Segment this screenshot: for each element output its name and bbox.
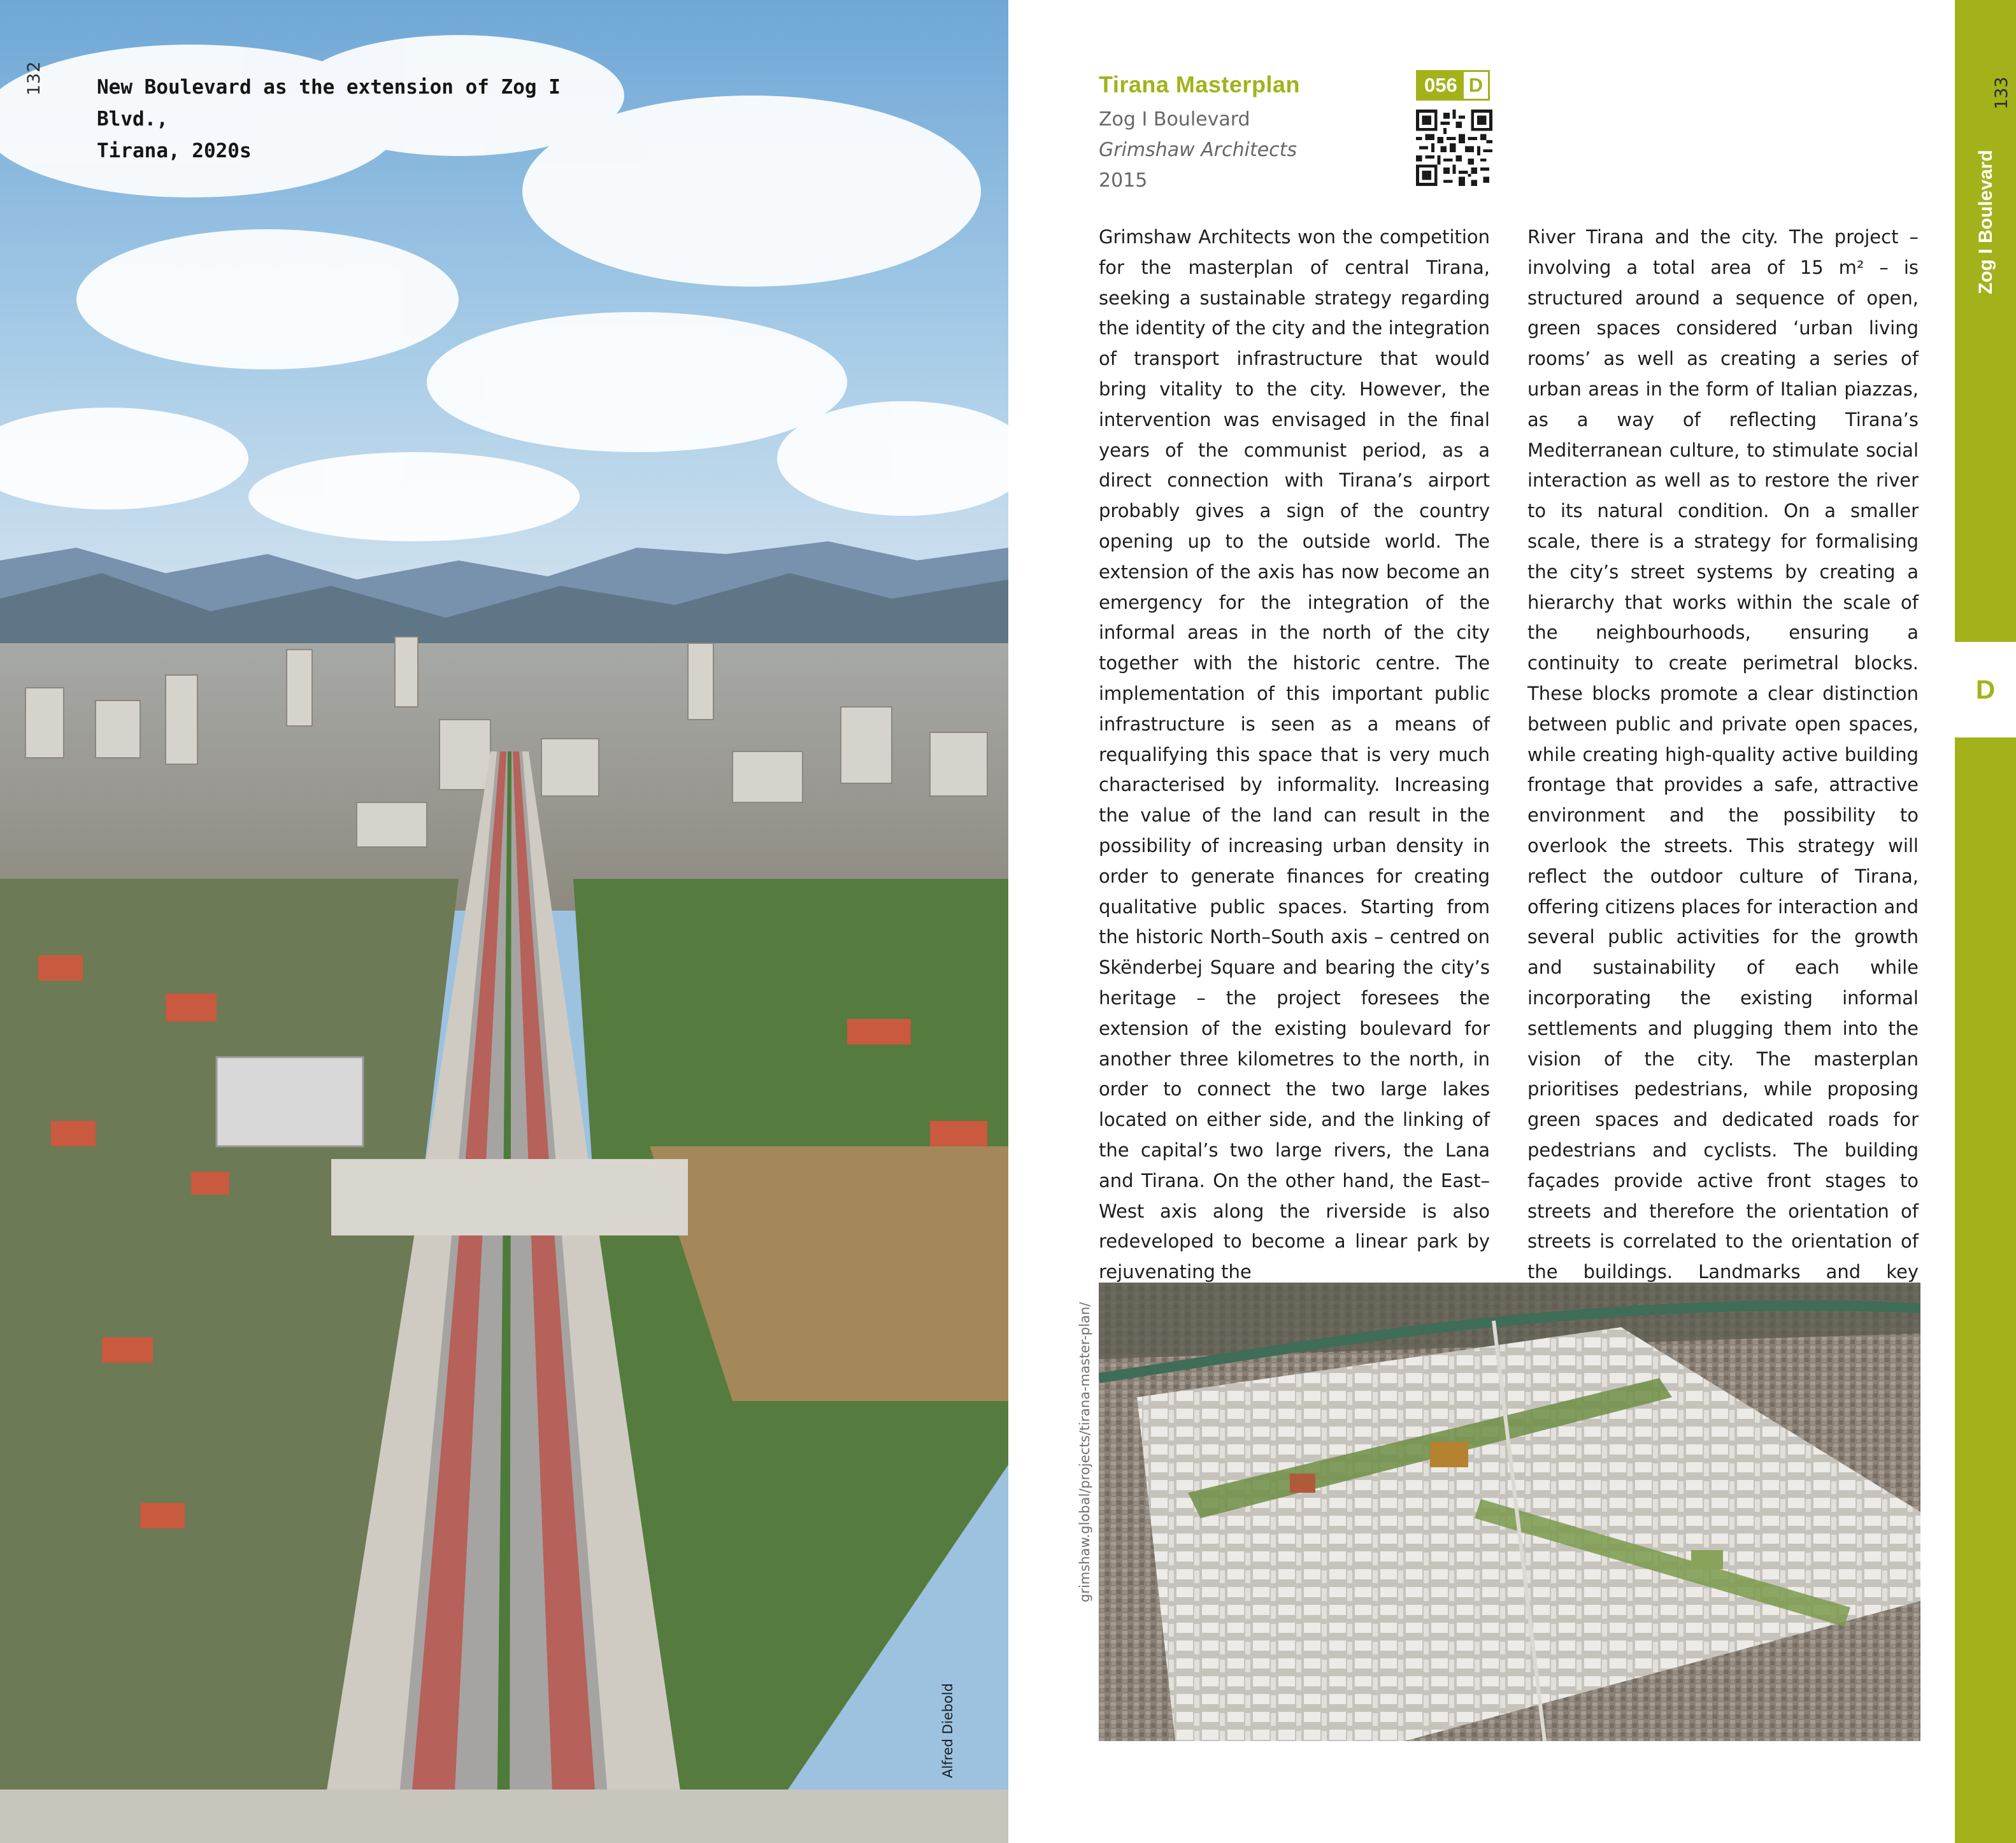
- section-tab-letter: D: [1975, 674, 1996, 704]
- running-head: Zog I Boulevard: [1975, 150, 1996, 294]
- photo-credit: Alfred Diebold: [940, 1683, 955, 1778]
- photo-caption-line-1: New Boulevard as the extension of Zog I Blvd.,: [97, 76, 561, 131]
- body-text-column-2: River Tirana and the city. The project – involving a total area of 15 m² – is structured around a sequence of open, green spaces considered ‘urban living rooms’ as well as creating a series of urban areas in the form of Italian piazzas, as a way of reflecting Tirana’s Mediterranean culture, to stimulate social interaction as well as to restore the river to its natural condition. On a smaller scale, there is a strategy for formalising the city’s street systems by creating a hierarchy that works within the scale of the neighbourhoods, ensuring a continuity to create perimetral blocks. These blocks promote a clear distinction between public and private open spaces, while creating high-quality active building frontage that provides a safe, attractive environment and the possibility to overlook the streets. This strategy will reflect the outdoor culture of Tirana, offering citizens places for interaction and several public activities for the growth and sustainability of each while incorporating the existing informal settlements and plugging them into the vision of the city. The masterplan prioritises pedestrians, while proposing green spaces and dedicated roads for pedestrians and cyclists. The building façades provide active front stages to streets and therefore the orientation of streets is correlated to the orientation of the buildings. Landmarks and key: [1527, 226, 1919, 1283]
- entry-year: 2015: [1099, 169, 1148, 192]
- masterplan-render-image: [1099, 1283, 1920, 1741]
- entry-architect: Grimshaw Architects: [1099, 139, 1298, 161]
- entry-badge: [1416, 70, 1490, 101]
- body-text-column-1: Grimshaw Architects won the competition for the masterplan of central Tirana, seeking a sustainable strategy regarding the identity of the city and the integration of transport infrastructure that would bring vitality to the city. However, the intervention was envisaged in the final years of the communist period, as a direct connection with Tirana’s airport probably gives a sign of the country opening up to the outside world. The extension of the axis has now become an emergency for the integration of the informal areas in the north of the city together with the historic centre. The implementation of this important public infrastructure is seen as a means of requalifying this space that is very much characterised by informality. Increasing the value of the land can result in the possibility of increasing urban density in order to generate finances for creating qualitative public spaces. Starting from the historic North–South axis – centred on Skënderbej Square and bearing the city’s heritage – the project foresees the extension of the existing boulevard for another three kilometres to the north, in order to connect the two large lakes located on either side, and the linking of the capital’s two large rivers, the Lana and Tirana. On the other hand, the East–West axis along the riverside is also redeveloped to become a linear park by rejuvenating the: [1099, 226, 1490, 1283]
- entry-header: [1099, 71, 1398, 196]
- entry-subject: Zog I Boulevard: [1099, 108, 1250, 131]
- entry-section-letter: D: [1464, 72, 1488, 99]
- page-number-right: 133: [1992, 76, 2012, 110]
- qr-code-icon[interactable]: [1416, 110, 1492, 186]
- page-number-left: 132: [24, 60, 44, 96]
- image-source-credit: grimshaw.global/projects/tirana-master-plan/: [1077, 1302, 1092, 1602]
- photo-caption: [97, 71, 581, 167]
- photo-caption-line-2: Tirana, 2020s: [97, 139, 252, 162]
- right-page: [1008, 0, 2016, 1843]
- entry-title: Tirana Masterplan: [1099, 71, 1300, 97]
- side-tab: [1955, 0, 2016, 1843]
- entry-number: 056: [1418, 72, 1464, 99]
- section-tab[interactable]: [1955, 642, 2016, 737]
